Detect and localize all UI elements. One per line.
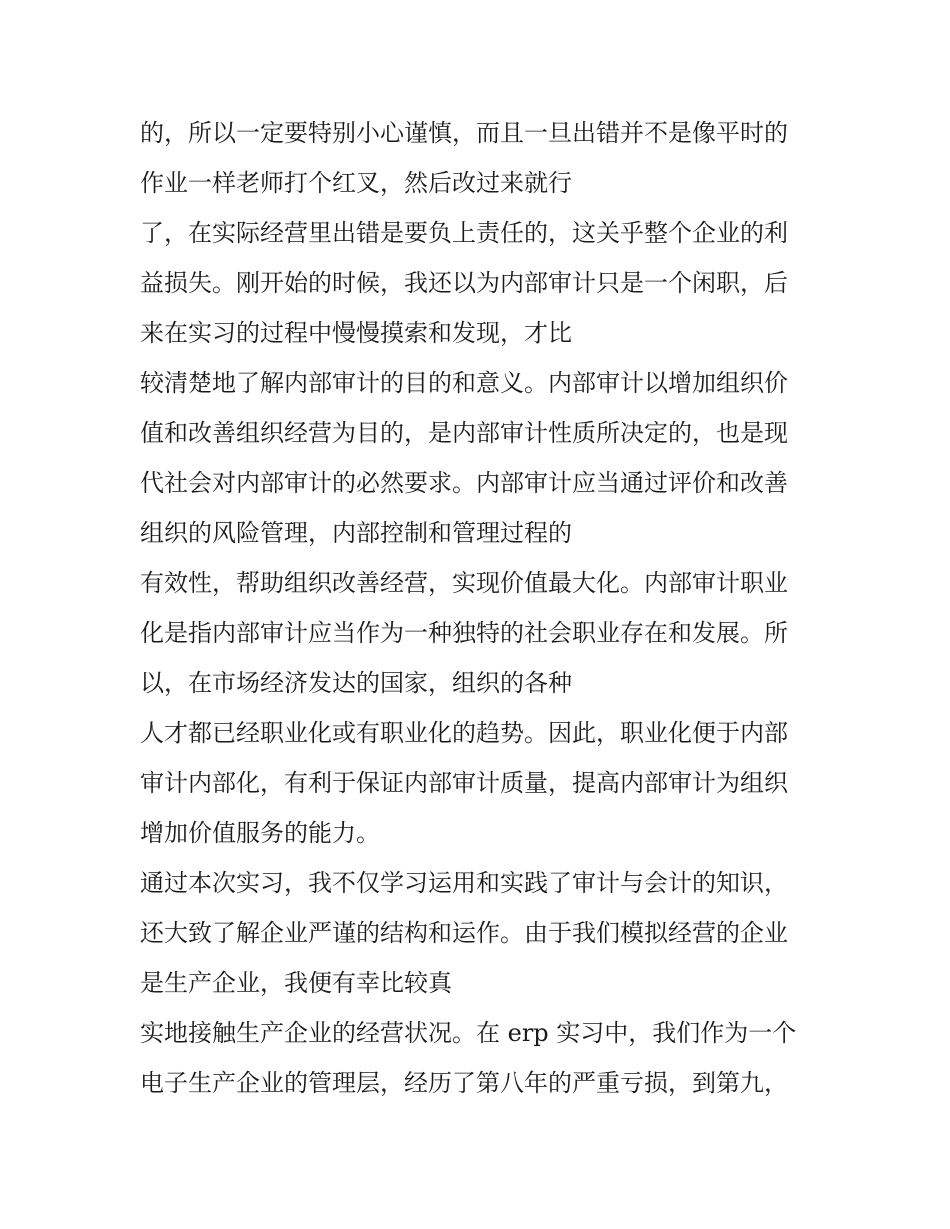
text-line-9: 组织的风险管理，内部控制和管理过程的 (140, 519, 572, 547)
text-line-18: 是生产企业，我便有幸比较真 (140, 969, 452, 997)
body-text (140, 108, 820, 1108)
text-line-11: 化是指内部审计应当作为一种独特的社会职业存在和发展。所 (140, 619, 788, 647)
text-line-2: 作业一样老师打个红叉，然后改过来就行 (140, 169, 572, 197)
text-line-8: 代社会对内部审计的必然要求。内部审计应当通过评价和改善 (140, 469, 788, 497)
text-line-14: 审计内部化，有利于保证内部审计质量，提高内部审计为组织 (140, 769, 788, 797)
text-line-10: 有效性，帮助组织改善经营，实现价值最大化。内部审计职业 (140, 569, 788, 597)
text-line-6: 较清楚地了解内部审计的目的和意义。内部审计以增加组织价 (140, 369, 788, 397)
text-line-7: 值和改善组织经营为目的，是内部审计性质所决定的，也是现 (140, 419, 788, 447)
text-line-13: 人才都已经职业化或有职业化的趋势。因此，职业化便于内部 (140, 719, 788, 747)
text-line-17: 还大致了解企业严谨的结构和运作。由于我们模拟经营的企业 (140, 919, 788, 947)
text-line-1: 的，所以一定要特别小心谨慎，而且一旦出错并不是像平时的 (140, 119, 788, 147)
text-line-3: 了，在实际经营里出错是要负上责任的，这关乎整个企业的利 (140, 219, 788, 247)
text-line-4: 益损失。刚开始的时候，我还以为内部审计只是一个闲职，后 (140, 269, 788, 297)
text-line-16: 通过本次实习，我不仅学习运用和实践了审计与会计的知识， (140, 869, 788, 897)
text-line-15: 增加价值服务的能力。 (140, 819, 380, 847)
text-line-5: 来在实习的过程中慢慢摸索和发现，才比 (140, 319, 572, 347)
text-line-19: 实地接触生产企业的经营状况。在 erp 实习中，我们作为一个 (140, 1019, 797, 1047)
text-line-20: 电子生产企业的管理层，经历了第八年的严重亏损，到第九， (140, 1069, 788, 1097)
text-line-12: 以，在市场经济发达的国家，组织的各种 (140, 669, 572, 697)
